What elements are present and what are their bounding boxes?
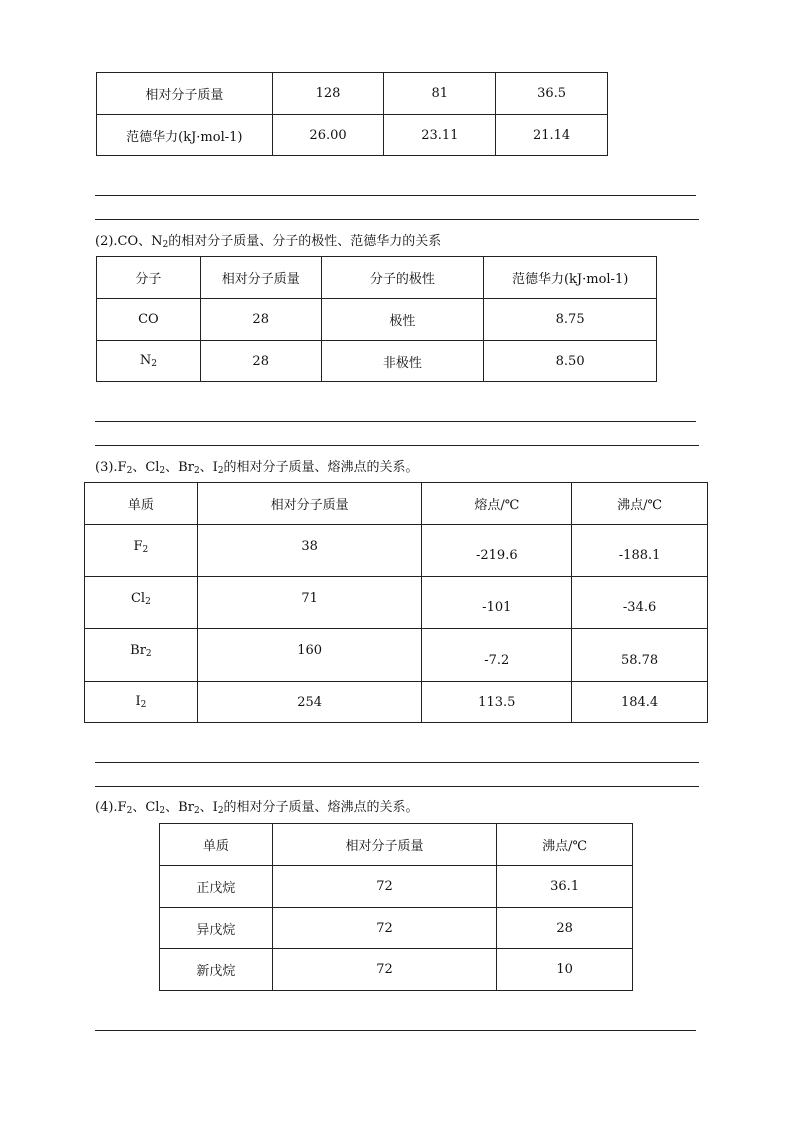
table-row (160, 866, 633, 908)
column-header: 分子的极性 (321, 257, 484, 299)
mass-cell: 254 (197, 682, 422, 723)
column-header: 单质 (85, 483, 198, 525)
section-3-heading: $(3).F_2$、$Cl_2$、$Br_2$、$I_2$的相对分子质量、熔沸点的关系。 (95, 460, 419, 476)
answer-line (95, 1030, 696, 1031)
table-row (160, 949, 633, 991)
mass-cell: 72 (272, 949, 496, 991)
boiling-point-cell: -188.1 (572, 525, 708, 577)
table-molecular-mass-vdw (96, 72, 608, 156)
table-row (97, 73, 608, 115)
polarity-cell: 非极性 (321, 341, 484, 382)
compound-cell: 异戊烷 (160, 908, 273, 949)
mass-cell: 28 (200, 299, 321, 341)
column-header: 沸点/℃ (497, 824, 633, 866)
column-header: 沸点/℃ (572, 483, 708, 525)
answer-line (95, 195, 696, 196)
table-row (85, 577, 708, 629)
column-header: 相对分子质量 (272, 824, 496, 866)
table-row (85, 629, 708, 682)
molecule-cell: $N_2$ (97, 341, 201, 382)
table-row (97, 299, 657, 341)
table-cell: 81 (384, 73, 496, 115)
melting-point-cell: -219.6 (422, 525, 572, 577)
boiling-point-cell: 10 (497, 949, 633, 991)
mass-cell: 72 (272, 908, 496, 949)
table-cell: 23.11 (384, 115, 496, 156)
answer-line (95, 219, 699, 220)
table-row (97, 115, 608, 156)
answer-line (95, 421, 696, 422)
melting-point-cell: -7.2 (422, 629, 572, 682)
answer-line (95, 786, 699, 787)
mass-cell: 28 (200, 341, 321, 382)
table-cell: 128 (272, 73, 384, 115)
element-cell: $F_2$ (85, 525, 198, 577)
boiling-point-cell: 184.4 (572, 682, 708, 723)
table-halogens (84, 482, 708, 723)
boiling-point-cell: -34.6 (572, 577, 708, 629)
compound-cell: 正戊烷 (160, 866, 273, 908)
mass-cell: 160 (197, 629, 422, 682)
melting-point-cell: 113.5 (422, 682, 572, 723)
section-2-heading: (2).CO、$N_2$的相对分子质量、分子的极性、范德华力的关系 (95, 234, 442, 250)
table-header-row (97, 257, 657, 299)
boiling-point-cell: 28 (497, 908, 633, 949)
table-row (85, 525, 708, 577)
element-cell: $Br_2$ (85, 629, 198, 682)
section-4-heading: $(4).F_2$、$Cl_2$、$Br_2$、$I_2$的相对分子质量、熔沸点的关系。 (95, 800, 419, 816)
answer-line (95, 445, 699, 446)
column-header: 分子 (97, 257, 201, 299)
melting-point-cell: -101 (422, 577, 572, 629)
table-pentanes (159, 823, 633, 991)
table-cell: 21.14 (496, 115, 608, 156)
table-header-row (160, 824, 633, 866)
answer-line (95, 762, 699, 763)
table-header-row (85, 483, 708, 525)
table-co-n2 (96, 256, 657, 382)
mass-cell: 71 (197, 577, 422, 629)
mass-cell: 72 (272, 866, 496, 908)
boiling-point-cell: 36.1 (497, 866, 633, 908)
column-header: 范德华力(kJ·mol-1) (484, 257, 657, 299)
vdw-cell: 8.50 (484, 341, 657, 382)
column-header: 相对分子质量 (200, 257, 321, 299)
table-row (97, 341, 657, 382)
mass-cell: 38 (197, 525, 422, 577)
table-cell: 36.5 (496, 73, 608, 115)
table-cell: 范德华力(kJ·mol-1) (97, 115, 273, 156)
element-cell: $I_2$ (85, 682, 198, 723)
element-cell: $Cl_2$ (85, 577, 198, 629)
table-cell: 26.00 (272, 115, 384, 156)
table-cell: 相对分子质量 (97, 73, 273, 115)
table-row (85, 682, 708, 723)
compound-cell: 新戊烷 (160, 949, 273, 991)
column-header: 相对分子质量 (197, 483, 422, 525)
table-row (160, 908, 633, 949)
molecule-cell: CO (97, 299, 201, 341)
polarity-cell: 极性 (321, 299, 484, 341)
column-header: 单质 (160, 824, 273, 866)
column-header: 熔点/℃ (422, 483, 572, 525)
vdw-cell: 8.75 (484, 299, 657, 341)
boiling-point-cell: 58.78 (572, 629, 708, 682)
